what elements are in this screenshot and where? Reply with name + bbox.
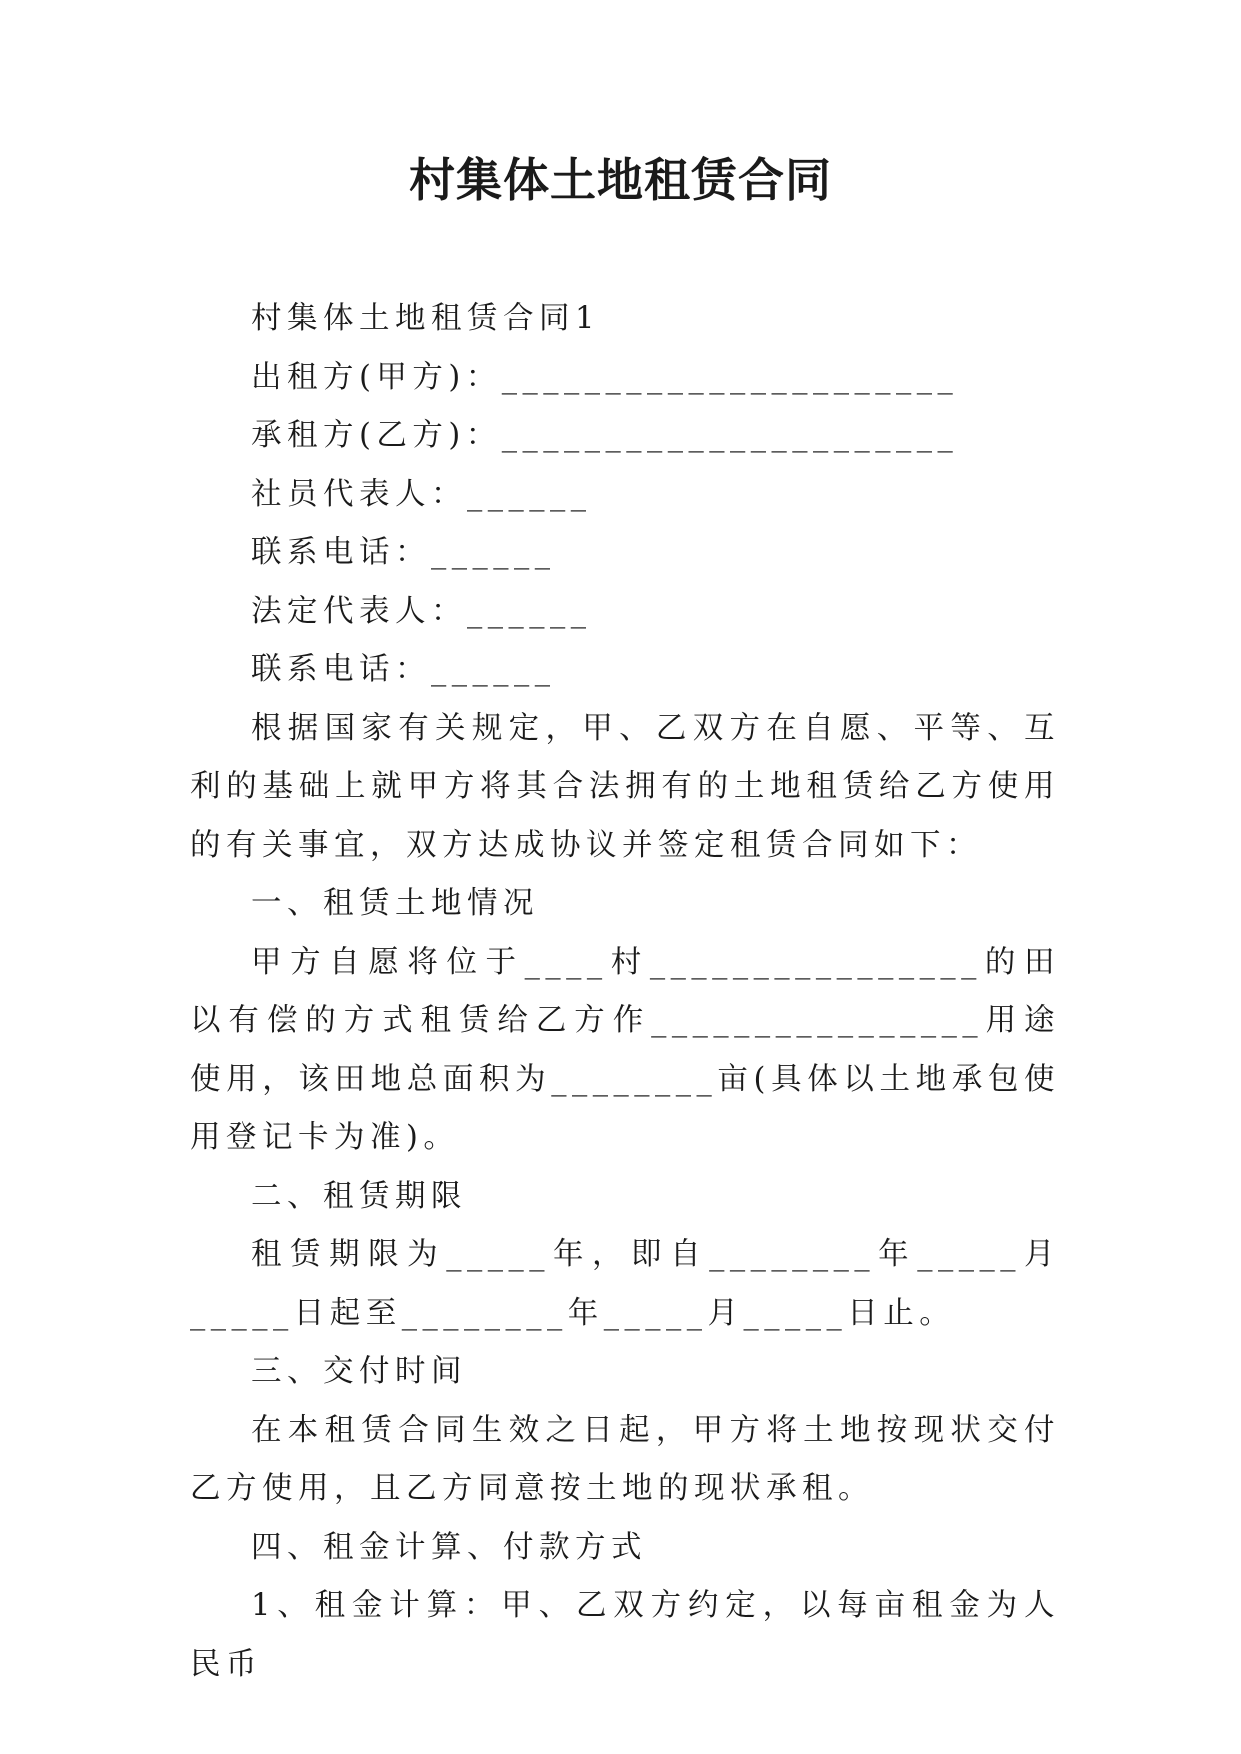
section-heading-4: 四、租金计算、付款方式 (251, 1529, 647, 1565)
member-representative-field: 社员代表人：______ (251, 476, 592, 512)
document-title: 村集体土地租赁合同 (409, 153, 832, 207)
section-heading-3: 三、交付时间 (251, 1354, 467, 1389)
subtitle-line: 村集体土地租赁合同1 (251, 301, 600, 336)
section-4-paragraph: 1、租金计算：甲、乙双方约定，以每亩租金为人民币 (190, 1588, 1060, 1682)
section-1-paragraph: 甲方自愿将位于____村________________的田以有偿的方式租赁给乙方作________________用途使用，该田地总面积为________亩(具体以土地承包使用登记卡为准)。 (190, 944, 1060, 1155)
lessor-field: 出租方(甲方)：______________________ (251, 359, 959, 395)
contact-phone-field: 联系电话：______ (251, 535, 556, 570)
section-3-paragraph: 在本租赁合同生效之日起，甲方将土地按现状交付乙方使用，且乙方同意按土地的现状承租。 (190, 1412, 1060, 1506)
document-body (190, 290, 1060, 1694)
section-heading-1: 一、租赁土地情况 (251, 886, 539, 921)
section-2-paragraph: 租赁期限为_____年，即自________年_____月_____日起至________年_____月_____日止。 (190, 1237, 1060, 1331)
contact-phone-field: 联系电话：______ (251, 652, 556, 687)
legal-representative-field: 法定代表人：______ (251, 593, 592, 629)
preamble-paragraph: 根据国家有关规定，甲、乙双方在自愿、平等、互利的基础上就甲方将其合法拥有的土地租赁给乙方使用的有关事宜，双方达成协议并签定租赁合同如下： (190, 710, 1060, 863)
lessee-field: 承租方(乙方)：______________________ (251, 418, 959, 453)
section-heading-2: 二、租赁期限 (251, 1178, 467, 1214)
